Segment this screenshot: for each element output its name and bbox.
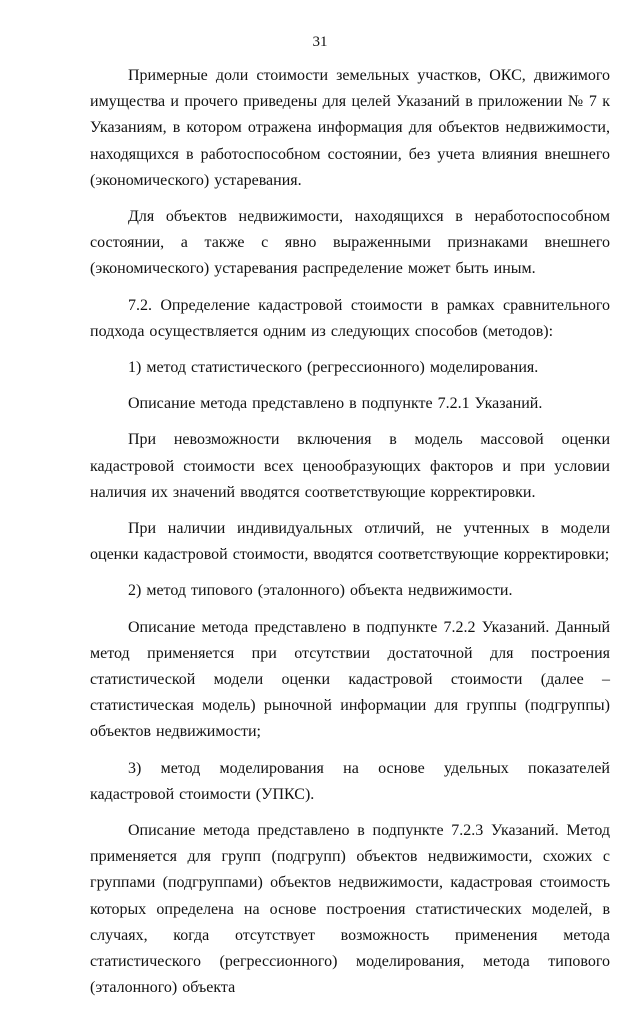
paragraph-method-1-description: Описание метода представлено в подпункте 7.2.1 Указаний. xyxy=(128,395,543,413)
paragraph-individual-differences: При наличии индивидуальных отличий, не учтенных в модели оценки кадастровой стоимости, вводятся соответствующие корректировки; xyxy=(90,520,610,564)
paragraph-section-7-2: 7.2. Определение кадастровой стоимости в рамках сравнительного подхода осуществляется одним из следующих способов (методов): xyxy=(90,296,610,340)
page-number: 31 xyxy=(312,34,328,50)
paragraph-method-3-description: Описание метода представлено в подпункте 7.2.3 Указаний. Метод применяется для групп (подгрупп) объектов недвижимости, схожих с группами (подгруппами) объектов недвижимости, кадастровая стоимость которых определена на основе построения статистических моделей, в случаях, когда отсутствует возможность применения метода статистического (регрессионного) моделирования, метода типового (эталонного) объекта xyxy=(90,822,610,997)
paragraph-method-1: 1) метод статистического (регрессионного) моделирования. xyxy=(128,359,539,377)
document-body xyxy=(90,63,610,1012)
paragraph-adjustments: При невозможности включения в модель массовой оценки кадастровой стоимости всех ценообразующих факторов и при условии наличия их значений вводятся соответствующие корректировки. xyxy=(90,431,610,501)
paragraph-land-shares: Примерные доли стоимости земельных участков, ОКС, движимого имущества и прочего приведены для целей Указаний в приложении № 7 к Указаниям, в котором отражена информация для объектов недвижимости, находящихся в работоспособном состоянии, без учета влияния внешнего (экономического) устаревания. xyxy=(90,67,610,189)
paragraph-method-3: 3) метод моделирования на основе удельных показателей кадастровой стоимости (УПКС). xyxy=(90,759,610,803)
paragraph-method-2-description: Описание метода представлено в подпункте 7.2.2 Указаний. Данный метод применяется при отсутствии достаточной для построения статистической модели оценки кадастровой стоимости (далее – статистическая модель) рыночной информации для группы (подгруппы) объектов недвижимости; xyxy=(90,618,610,741)
paragraph-method-2: 2) метод типового (эталонного) объекта недвижимости. xyxy=(128,582,513,600)
paragraph-inoperable-objects: Для объектов недвижимости, находящихся в неработоспособном состоянии, а также с явно выраженными признаками внешнего (экономического) устаревания распределение может быть иным. xyxy=(90,208,610,278)
